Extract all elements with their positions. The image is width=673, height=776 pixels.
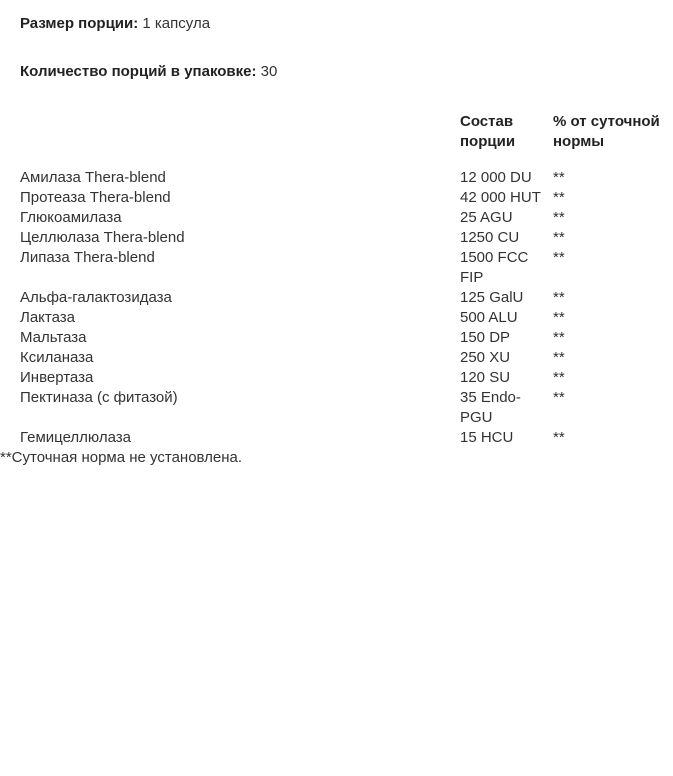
nutrient-amount: 1500 FCC FIP bbox=[460, 249, 529, 286]
table-row bbox=[0, 168, 673, 188]
nutrient-daily-value: ** bbox=[553, 349, 565, 366]
nutrient-name: Пектиназа (с фитазой) bbox=[20, 389, 178, 406]
table-row bbox=[0, 328, 673, 348]
nutrient-daily-value: ** bbox=[553, 249, 565, 266]
nutrient-amount: 120 SU bbox=[460, 369, 511, 386]
nutrient-name: Ксиланаза bbox=[20, 349, 94, 366]
serving-size-value: 1 капсула bbox=[142, 15, 211, 32]
table-row bbox=[0, 368, 673, 388]
servings-per-container-row bbox=[0, 48, 673, 96]
nutrient-daily-value: ** bbox=[553, 169, 565, 186]
nutrient-daily-value: ** bbox=[553, 369, 565, 386]
header-amount-cell: Состав порции bbox=[460, 113, 516, 150]
servings-per-container-label: Количество порций в упаковке: bbox=[20, 63, 257, 80]
nutrient-name: Гемицеллюлаза bbox=[20, 429, 131, 446]
daily-value-footnote: **Суточная норма не установлена. bbox=[0, 449, 243, 466]
nutrient-amount: 500 ALU bbox=[460, 309, 518, 326]
nutrient-daily-value: ** bbox=[553, 289, 565, 306]
table-row bbox=[0, 428, 673, 448]
nutrient-name: Липаза Thera-blend bbox=[20, 249, 155, 266]
table-header-row bbox=[0, 96, 673, 168]
serving-size-row bbox=[0, 0, 673, 48]
table-row bbox=[0, 388, 673, 428]
nutrient-name: Лактаза bbox=[20, 309, 76, 326]
nutrient-name: Целлюлаза Thera-blend bbox=[20, 229, 185, 246]
nutrient-daily-value: ** bbox=[553, 389, 565, 406]
nutrient-amount: 42 000 HUT bbox=[460, 189, 541, 206]
table-row bbox=[0, 248, 673, 288]
serving-size-cell bbox=[0, 0, 673, 48]
nutrient-name: Инвертаза bbox=[20, 369, 94, 386]
nutrient-daily-value: ** bbox=[553, 429, 565, 446]
nutrient-amount: 35 Endo-PGU bbox=[460, 389, 521, 426]
table-row bbox=[0, 348, 673, 368]
servings-per-container-cell bbox=[0, 48, 673, 96]
servings-per-container-value: 30 bbox=[260, 63, 278, 80]
header-name-cell bbox=[0, 96, 460, 168]
table-row bbox=[0, 228, 673, 248]
serving-size-label: Размер порции: bbox=[20, 15, 139, 32]
nutrient-name: Амилаза Thera-blend bbox=[20, 169, 166, 186]
nutrient-amount: 125 GalU bbox=[460, 289, 524, 306]
header-daily-value-cell: % от суточной нормы bbox=[553, 113, 660, 150]
footnote-row bbox=[0, 448, 673, 468]
table-row bbox=[0, 188, 673, 208]
nutrient-daily-value: ** bbox=[553, 189, 565, 206]
nutrient-name: Протеаза Thera-blend bbox=[20, 189, 171, 206]
table-row bbox=[0, 208, 673, 228]
nutrient-name: Глюкоамилаза bbox=[20, 209, 122, 226]
nutrient-daily-value: ** bbox=[553, 209, 565, 226]
nutrient-daily-value: ** bbox=[553, 229, 565, 246]
nutrient-amount: 25 AGU bbox=[460, 209, 513, 226]
table-row bbox=[0, 288, 673, 308]
nutrient-name: Альфа-галактозидаза bbox=[20, 289, 172, 306]
nutrient-amount: 15 HCU bbox=[460, 429, 514, 446]
nutrient-name: Мальтаза bbox=[20, 329, 87, 346]
nutrient-daily-value: ** bbox=[553, 329, 565, 346]
nutrient-amount: 1250 CU bbox=[460, 229, 520, 246]
nutrient-amount: 150 DP bbox=[460, 329, 511, 346]
nutrient-amount: 250 XU bbox=[460, 349, 511, 366]
nutrient-amount: 12 000 DU bbox=[460, 169, 532, 186]
table-row bbox=[0, 308, 673, 328]
nutrient-daily-value: ** bbox=[553, 309, 565, 326]
